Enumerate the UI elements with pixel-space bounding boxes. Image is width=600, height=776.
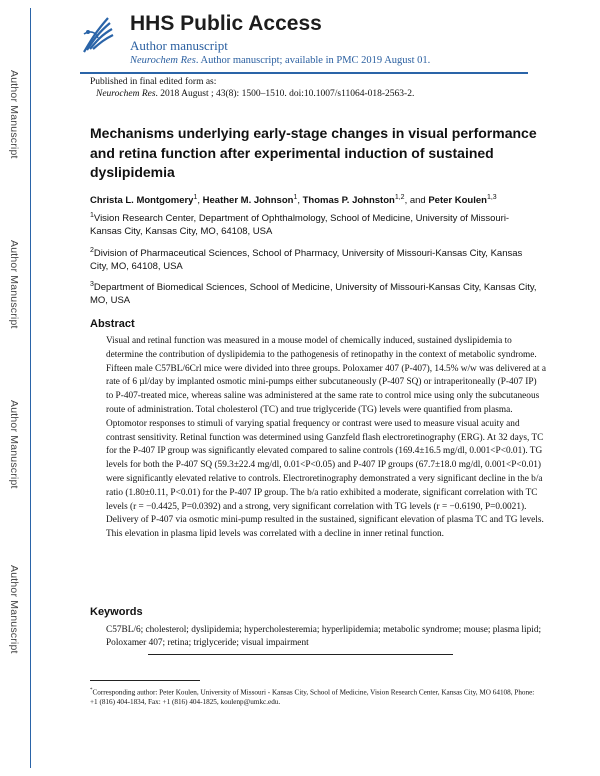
footnote-divider (90, 680, 200, 681)
sidebar-label-1: Author Manuscript (8, 70, 20, 159)
author-affil-ref: 1 (193, 194, 198, 201)
abstract-body: Visual and retinal function was measured in a mouse model of chemically induced, sustained dyslipidemia to determine the contribution of dyslipidemia to the pathogenesis of retinopathy in the context of metabolic syndrome. Fifteen male C57BL/6Crl mice were divided into three groups. Poloxamer 407 (P-407), 14.5% w/w was delivered at a rate of 6 µl/day by implanted osmotic mini-pumps either subcutaneously (P-407 SQ) or intraperitoneally (P-407 IP) to P-407-treated mice, whereas saline was administered at the same rate to control mice using only the subcutaneous route of administration. Total cholesterol (TC) and true triglyceride (TG) levels were quantified from plasma. Optomotor responses to stimuli of varying spatial frequency or contrast were used to measure visual acuity and contrast sensitivity. Retinal function was determined using Ganzfeld flash electroretinography (ERG). At 32 days, TC for the P-407 IP group was significantly elevated compared to saline controls (169.4±16.5 mg/dl, 0.001<P<0.01). TG levels for both the P-407 SQ (59.3±22.4 mg/dl, 0.01<P<0.05) and P-407 IP groups (67.7±18.0 mg/dl, 0.001<P<0.01) were significantly elevated relative to controls. Electroretinography demonstrated a very significant decline in the b/a ratio (1.80±0.11, P<0.01) for the P-407 IP group. The b/a ratio exhibited a moderate, significant correlation with TC levels (r = −0.4425, P=0.0392) and a strong, very significant correlation with TG levels (r = −0.6190, P=0.0021). Delivery of P-407 via osmotic mini-pump resulted in the sustained, significant elevation of plasma TC and TG levels. This elevation in plasma lipid levels was correlated with a decline in inner retinal function. (106, 336, 546, 540)
affiliation-2 (90, 244, 540, 273)
header-divider (80, 72, 528, 74)
abstract-heading: Abstract (90, 318, 135, 330)
author-separator: , (297, 195, 303, 207)
keywords-heading: Keywords (90, 606, 143, 618)
author-list (90, 194, 550, 206)
author-separator: , (197, 195, 203, 207)
sidebar-divider (30, 8, 31, 768)
journal-availability (130, 55, 430, 66)
footnote-marker: * (90, 688, 93, 693)
author-affil-ref: 1,2 (394, 194, 405, 201)
author-name: Christa L. Montgomery (90, 195, 194, 207)
sidebar-label-2: Author Manuscript (8, 240, 20, 329)
journal-name: Neurochem Res (130, 55, 196, 66)
affiliation-number: 2 (90, 247, 94, 254)
author-affil-ref: 1,3 (486, 194, 497, 201)
citation-journal: Neurochem Res (96, 89, 156, 99)
author-name: Heather M. Johnson (202, 195, 294, 207)
hhs-title: HHS Public Access (130, 12, 322, 35)
author-name: Peter Koulen (428, 195, 487, 207)
affiliation-1 (90, 209, 540, 238)
keywords-divider (148, 654, 453, 655)
sidebar-label-4: Author Manuscript (8, 565, 20, 654)
affiliation-text: Vision Research Center, Department of Ophthalmology, School of Medicine, University of Missouri-Kansas City, Kansas City, MO, 64108, USA (90, 213, 510, 238)
citation-line (96, 89, 414, 99)
affiliation-text: Department of Biomedical Sciences, School of Medicine, University of Missouri-Kansas City, Kansas City, MO, USA (90, 282, 537, 307)
keywords-body: C57BL/6; cholesterol; dyslipidemia; hypercholesteremia; hyperlipidemia; metabolic syndrome; mouse; plasma lipid; Poloxamer 407; retina; triglyceride; visual impairment (106, 625, 542, 648)
author-name: Thomas P. Johnston (302, 195, 395, 207)
hhs-eagle-icon (80, 12, 116, 56)
sidebar-label-3: Author Manuscript (8, 400, 20, 489)
citation-details: . 2018 August ; 43(8): 1500–1510. doi:10.1007/s11064-018-2563-2. (155, 89, 415, 99)
corresponding-author-footnote (90, 686, 540, 707)
author-separator: , and (404, 195, 429, 207)
affiliation-number: 1 (90, 212, 94, 219)
availability-text: . Author manuscript; available in PMC 2019 August 01. (195, 55, 431, 66)
affiliation-text: Division of Pharmaceutical Sciences, School of Pharmacy, University of Missouri-Kansas City, Kansas City, MO, 64108, USA (90, 248, 523, 273)
affiliation-3 (90, 278, 540, 307)
author-affil-ref: 1 (293, 194, 298, 201)
affiliation-number: 3 (90, 281, 94, 288)
author-manuscript-label: Author manuscript (130, 38, 228, 53)
published-note: Published in final edited form as: (90, 77, 217, 87)
article-title: Mechanisms underlying early-stage changes in visual performance and retina function after experimental induction of sustained dyslipidemia (90, 125, 537, 180)
footnote-text: Corresponding author: Peter Koulen, University of Missouri - Kansas City, School of Medicine, Vision Research Center, Kansas City, MO 64108, Phone: +1 (816) 404-1834, Fax: +1 (816) 404-1825, koulenp@umkc.edu. (90, 688, 535, 707)
